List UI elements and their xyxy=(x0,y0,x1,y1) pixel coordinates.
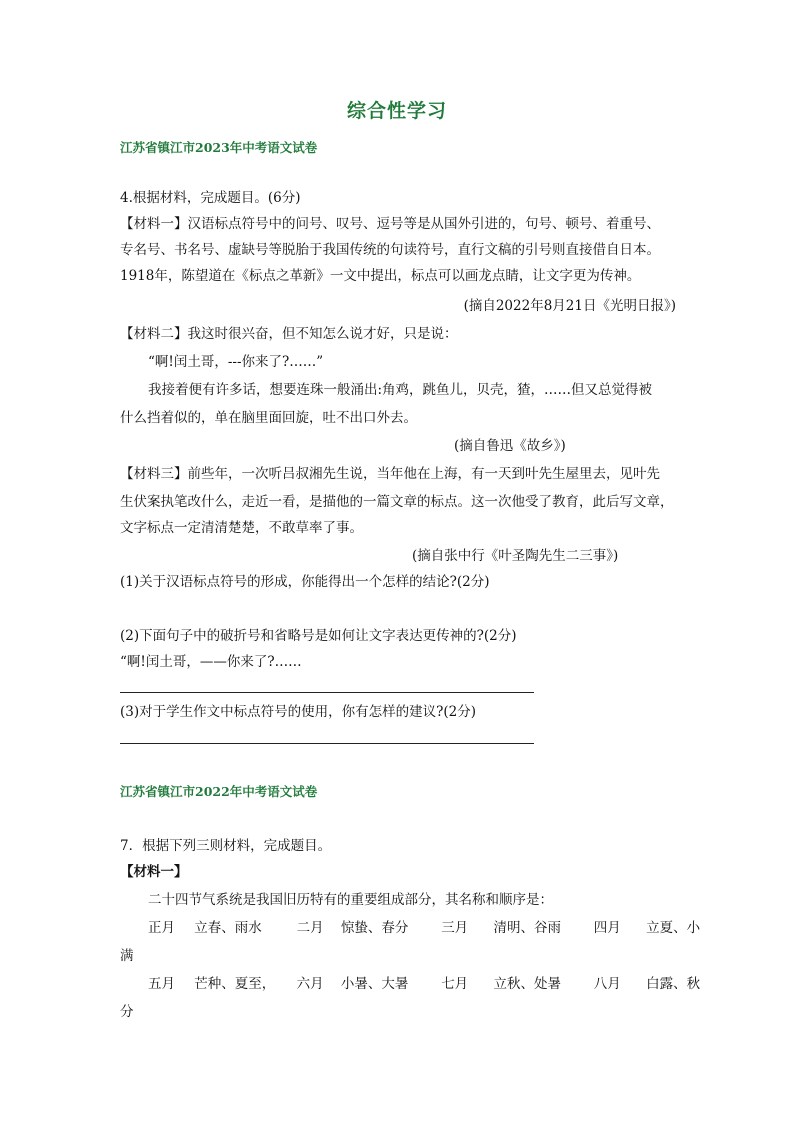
month-label: 八月 xyxy=(593,976,621,992)
month-label: 二月 xyxy=(296,920,324,936)
answer-line[interactable] xyxy=(120,743,534,744)
solar-terms-row-1-wrap: 满 xyxy=(120,948,134,964)
q4-material3-source: (摘自张中行《叶圣陶先生二三事》) xyxy=(412,548,619,564)
page-title: 综合性学习 xyxy=(346,100,447,122)
solar-terms-row-2 xyxy=(148,974,700,994)
q4-material1-line2: 专名号、书名号、虚缺号等脱胎于我国传统的句读符号，直行文稿的引号则直接借自日本。 xyxy=(120,242,660,258)
q4-subquestion-1: (1)关于汉语标点符号的形成，你能得出一个怎样的结论?(2分) xyxy=(120,574,490,590)
q4-material3-line3: 文字标点一定清清楚楚，不敢草率了事。 xyxy=(120,520,363,536)
q4-material2-line3: 我接着便有许多话，想要连珠一般涌出:角鸡，跳鱼儿，贝壳，猹，……但又总觉得被 xyxy=(148,382,653,398)
q4-material1-line3: 1918年，陈望道在《标点之革新》一文中提出，标点可以画龙点睛，让文字更为传神。 xyxy=(120,268,641,284)
q4-subquestion-2-quote: “啊!闰土哥，——你来了?…… xyxy=(120,654,302,670)
q4-material3-line1: 【材料三】前些年，一次听吕叔湘先生说，当年他在上海，有一天到叶先生屋里去，见叶先 xyxy=(120,466,660,482)
solar-terms: 芒种、夏至， xyxy=(194,976,276,992)
q4-material2-line2: “啊!闰土哥，---你来了?……” xyxy=(148,354,324,370)
section-heading-2023: 江苏省镇江市2023年中考语文试卷 xyxy=(120,140,318,155)
solar-terms-row-2-wrap: 分 xyxy=(120,1004,134,1020)
solar-terms-row-1 xyxy=(148,918,700,938)
q4-subquestion-3: (3)对于学生作文中标点符号的使用，你有怎样的建议?(2分) xyxy=(120,704,476,720)
solar-terms: 清明、谷雨 xyxy=(493,920,561,936)
section-heading-2022: 江苏省镇江市2022年中考语文试卷 xyxy=(120,784,318,799)
q4-subquestion-2: (2)下面句子中的破折号和省略号是如何让文字表达更传神的?(2分) xyxy=(120,628,517,644)
q7-material1-label: 【材料一】 xyxy=(120,864,188,880)
q7-stem: 7．根据下列三则材料，完成题目。 xyxy=(120,838,332,854)
q4-material1-line1: 【材料一】汉语标点符号中的问号、叹号、逗号等是从国外引进的，句号、顿号、着重号、 xyxy=(120,216,660,232)
q7-material1-intro: 二十四节气系统是我国旧历特有的重要组成部分，其名称和顺序是： xyxy=(148,892,553,908)
month-label: 六月 xyxy=(296,976,324,992)
solar-terms: 白露、秋 xyxy=(646,976,701,992)
answer-line[interactable] xyxy=(120,692,534,693)
solar-terms: 立秋、处暑 xyxy=(493,976,561,992)
solar-terms: 立夏、小 xyxy=(646,920,701,936)
month-label: 四月 xyxy=(593,920,621,936)
q4-material1-source: (摘自2022年8月21日《光明日报》) xyxy=(463,298,676,314)
solar-terms: 惊蛰、春分 xyxy=(340,920,409,936)
month-label: 三月 xyxy=(441,920,469,936)
month-label: 七月 xyxy=(441,976,469,992)
q4-stem: 4.根据材料，完成题目。(6分) xyxy=(120,190,301,206)
month-label: 正月 xyxy=(148,920,175,936)
q4-material2-line1: 【材料二】我这时很兴奋，但不知怎么说才好，只是说： xyxy=(120,326,458,342)
month-label: 五月 xyxy=(148,976,175,992)
q4-material3-line2: 生伏案执笔改什么，走近一看，是描他的一篇文章的标点。这一次他受了教育，此后写文章， xyxy=(120,494,674,510)
solar-terms: 立春、雨水 xyxy=(194,920,262,936)
q4-material2-source: (摘自鲁迅《故乡》) xyxy=(454,438,566,454)
q4-material2-line4: 什么挡着似的，单在脑里面回旋，吐不出口外去。 xyxy=(120,410,417,426)
solar-terms: 小暑、大暑 xyxy=(340,976,409,992)
